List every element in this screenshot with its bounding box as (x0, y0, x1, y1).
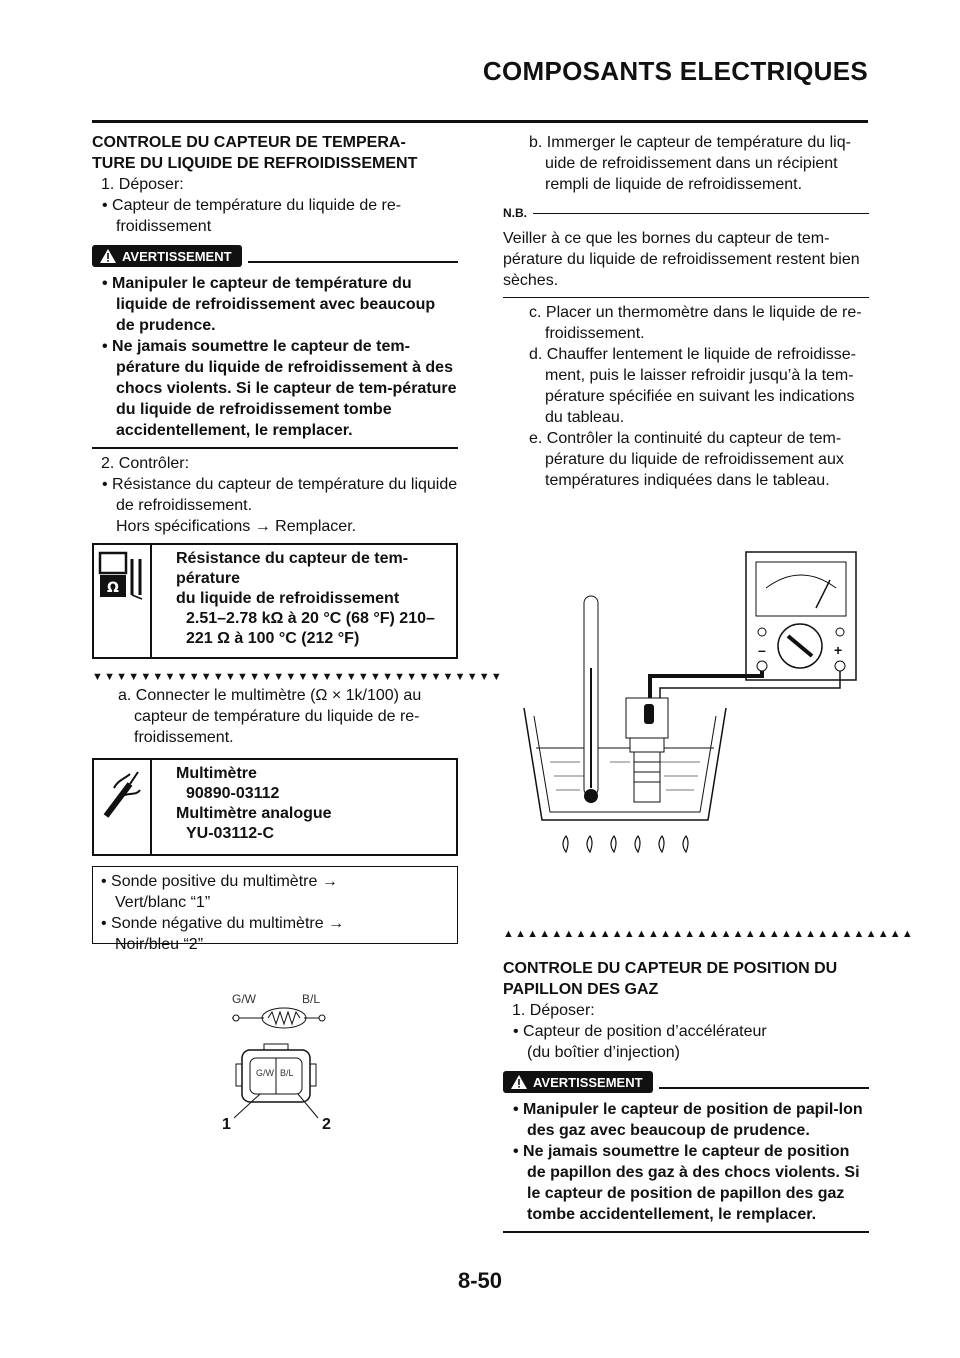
warning-triangle-icon (511, 1075, 527, 1089)
section-title: CONTROLE DU CAPTEUR DE TEMPERA- (92, 134, 406, 151)
probe-negative-wire: Noir/bleu “2” (115, 936, 204, 953)
warning-header-2 (503, 1071, 869, 1093)
warning-badge-2 (503, 1071, 653, 1093)
spec-value-1: 2.51–2.78 kΩ à 20 °C (68 °F) 210– (186, 610, 435, 627)
warning-2-end-rule (503, 1231, 869, 1233)
left-column (92, 132, 503, 953)
pin-label-gw: G/W (256, 1068, 274, 1078)
page-title: COMPOSANTS ELECTRIQUES (482, 56, 868, 86)
wire-label-gw: G/W (232, 992, 256, 1006)
procedure-end-markers: ▲▲▲▲▲▲▲▲▲▲▲▲▲▲▲▲▲▲▲▲▲▲▲▲▲▲▲▲▲▲▲▲▲▲ (503, 928, 914, 940)
s2-step-1-bullet-cont: (du boîtier d’injection) (527, 1044, 680, 1061)
note-text: Veiller à ce que les bornes du capteur de tem-pérature du liquide de refroidissement restent bien sèches. (503, 230, 860, 289)
step-e: e. Contrôler la continuité du capteur de tem-pérature du liquide de refroidissement aux températures indiquées dans le tableau. (529, 430, 844, 489)
probe-negative: • Sonde négative du multimètre → (101, 915, 345, 932)
right-column (503, 132, 869, 491)
note-end-rule (503, 297, 869, 298)
section-2-title: CONTROLE DU CAPTEUR DE POSITION DU (503, 960, 838, 977)
s2-step-1-bullet: • Capteur de position d’accélérateur (513, 1023, 767, 1040)
header-rule (92, 120, 868, 123)
warning-label: AVERTISSEMENT (122, 248, 232, 264)
warning-2-item-1: • Manipuler le capteur de position de papil-lon des gaz avec beaucoup de prudence. (513, 1101, 863, 1139)
spec-box (92, 543, 458, 659)
tool-part-1: 90890-03112 (186, 785, 280, 802)
section-title-cont: TURE DU LIQUIDE DE REFROIDISSEMENT (92, 155, 418, 172)
tool-name-1: Multimètre (176, 765, 257, 782)
multimeter-spec-icon (98, 551, 146, 601)
svg-text:Ω: Ω (107, 580, 119, 596)
connector-schematic (214, 986, 354, 1136)
tool-part-2: YU-03112-C (186, 825, 275, 842)
spec-title-1: Résistance du capteur de tem- (176, 550, 409, 567)
note-header (503, 203, 869, 224)
note-label: N.B. (503, 206, 527, 220)
warning-header (92, 245, 458, 267)
right-column-lower (503, 928, 914, 1233)
spec-value-2: 221 Ω à 100 °C (212 °F) (186, 630, 360, 647)
page-number: 8-50 (457, 1268, 503, 1293)
tool-icon-cell (94, 760, 152, 854)
pin-label-bl: B/L (280, 1068, 294, 1078)
step-c: c. Placer un thermomètre dans le liquide de re-froidissement. (529, 304, 862, 342)
probe-box (92, 866, 458, 953)
probe-positive-wire: Vert/blanc “1” (115, 894, 211, 911)
spec-title-3: du liquide de refroidissement (176, 590, 400, 607)
step-2-bullet: • Résistance du capteur de température du liquide de refroidissement. (102, 476, 458, 514)
spec-icon-cell (94, 545, 152, 657)
warning-item-1: • Manipuler le capteur de température du liquide de refroidissement avec beaucoup de prudence. (102, 275, 436, 334)
procedure-start-markers: ▼▼▼▼▼▼▼▼▼▼▼▼▼▼▼▼▼▼▼▼▼▼▼▼▼▼▼▼▼▼▼▼▼▼ (92, 671, 503, 683)
multimeter-beaker-drawing (510, 548, 870, 868)
probe-tool-icon (100, 766, 144, 822)
step-2-result: Hors spécifications → Remplacer. (116, 518, 357, 535)
warning-badge (92, 245, 242, 267)
step-1-bullet: • Capteur de température du liquide de re-froidissement (102, 197, 402, 235)
spec-title-2: pérature (176, 570, 241, 587)
connector-diagram (214, 986, 354, 1136)
warning-end-rule (92, 447, 458, 449)
s2-step-1: 1. Déposer: (512, 1002, 595, 1019)
meter-positive-label: + (834, 642, 843, 658)
warning-triangle-icon (100, 249, 116, 263)
probe-positive: • Sonde positive du multimètre → (101, 873, 338, 890)
warning-label-2: AVERTISSEMENT (533, 1074, 643, 1090)
step-1: 1. Déposer: (101, 176, 184, 193)
step-d: d. Chauffer lentement le liquide de refroidisse-ment, puis le laisser refroidir jusqu’à la tem-pérature spécifiée en suivant les indications du tableau. (529, 346, 856, 426)
callout-2: 2 (322, 1116, 331, 1133)
meter-negative-label: – (758, 642, 766, 658)
test-setup-illustration (510, 548, 870, 868)
warning-2-item-2: • Ne jamais soumettre le capteur de position de papillon des gaz à des chocs violents. Si le capteur de position de papillon des gaz tombe accidentellement, le remplacer. (513, 1143, 860, 1223)
wire-label-bl: B/L (302, 992, 321, 1006)
warning-item-2: • Ne jamais soumettre le capteur de tem-pérature du liquide de refroidissement à des chocs violents. Si le capteur de tem-pérature du liquide de refroidissement tombe accidentellement, le remplacer. (102, 338, 457, 439)
step-b: b. Immerger le capteur de température du liq-uide de refroidissement dans un récipient rempli de liquide de refroidissement. (529, 134, 851, 193)
tool-name-2: Multimètre analogue (176, 805, 332, 822)
tool-box (92, 758, 458, 856)
step-2: 2. Contrôler: (101, 455, 190, 472)
callout-1: 1 (222, 1116, 231, 1133)
step-a: a. Connecter le multimètre (Ω × 1k/100) au capteur de température du liquide de re-froidissement. (118, 687, 422, 746)
section-2-title-cont: PAPILLON DES GAZ (503, 981, 659, 998)
